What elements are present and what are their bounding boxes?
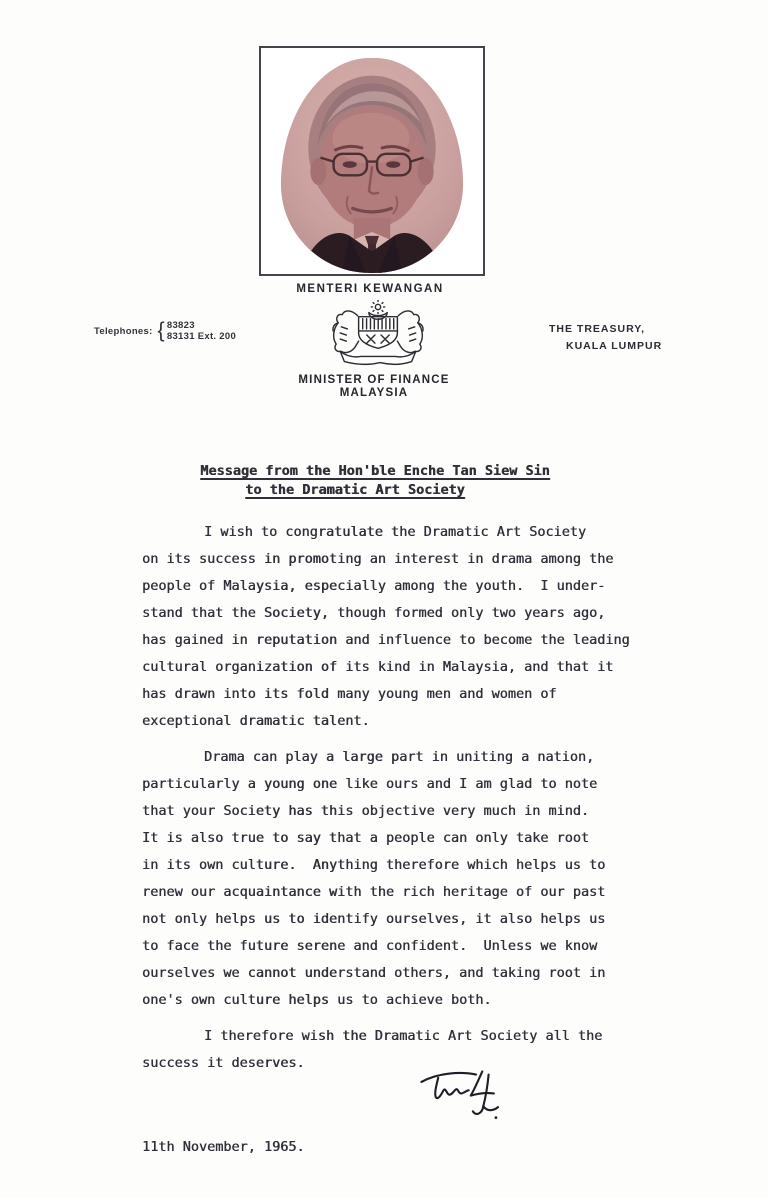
portrait-caption: MENTERI KEWANGAN [296, 283, 444, 295]
body-line: ourselves we cannot understand others, and taking root in [142, 965, 606, 981]
handwritten-signature-icon [413, 1064, 518, 1124]
date-line: 11th November, 1965. [142, 1139, 305, 1155]
body-line: I wish to congratulate the Dramatic Art Society [204, 524, 587, 540]
body-line: that your Society has this objective very much in mind. [142, 803, 590, 819]
body-line: has gained in reputation and influence to become the leading [142, 632, 630, 648]
letter-body [142, 519, 662, 1086]
portrait-photo [281, 58, 463, 273]
body-line: success it deserves. [142, 1055, 305, 1071]
letter-title-line-1: Message from the Hon'ble Enche Tan Siew Sin [200, 463, 550, 479]
ministry-title [254, 374, 494, 400]
body-line: on its success in promoting an interest in drama among the [142, 551, 614, 567]
letter-title [130, 462, 620, 500]
body-line: I therefore wish the Dramatic Art Society all the [204, 1028, 603, 1044]
body-paragraph [142, 1023, 662, 1077]
body-line: Drama can play a large part in uniting a nation, [204, 749, 595, 765]
malaysia-coat-of-arms-icon [327, 300, 429, 368]
body-line: not only helps us to identify ourselves, it also helps us [142, 911, 606, 927]
body-line: one's own culture helps us to achieve both. [142, 992, 492, 1008]
body-line: in its own culture. Anything therefore which helps us to [142, 857, 606, 873]
ministry-line-2: MALAYSIA [339, 387, 409, 399]
telephone-numbers [167, 320, 236, 342]
body-line: people of Malaysia, especially among the youth. I under- [142, 578, 606, 594]
treasury-address [549, 321, 662, 355]
body-line: renew our acquaintance with the rich heritage of our past [142, 884, 606, 900]
body-line: stand that the Society, though formed only two years ago, [142, 605, 606, 621]
address-line-1: THE TREASURY, [549, 323, 646, 335]
portrait-photo-of-minister [281, 58, 463, 273]
telephone-number-1: 83823 [166, 320, 195, 331]
address-line-2: KUALA LUMPUR [566, 340, 663, 352]
body-line: to face the future serene and confident. Unless we know [142, 938, 598, 954]
body-paragraph [142, 744, 662, 1014]
telephones-block [94, 320, 236, 342]
ministry-line-1: MINISTER OF FINANCE [298, 374, 450, 386]
body-line: has drawn into its fold many young men and women of [142, 686, 557, 702]
telephone-number-2: 83131 Ext. 200 [166, 331, 237, 342]
portrait-photo-frame [259, 46, 485, 276]
body-paragraph [142, 519, 662, 735]
body-line: exceptional dramatic talent. [142, 713, 370, 729]
body-line: It is also true to say that a people can only take root [142, 830, 590, 846]
brace-glyph: { [157, 319, 165, 342]
body-line: cultural organization of its kind in Malaysia, and that it [142, 659, 614, 675]
body-line: particularly a young one like ours and I am glad to note [142, 776, 598, 792]
letter-title-line-2: to the Dramatic Art Society [245, 482, 465, 498]
telephones-label: Telephones: [94, 325, 153, 337]
